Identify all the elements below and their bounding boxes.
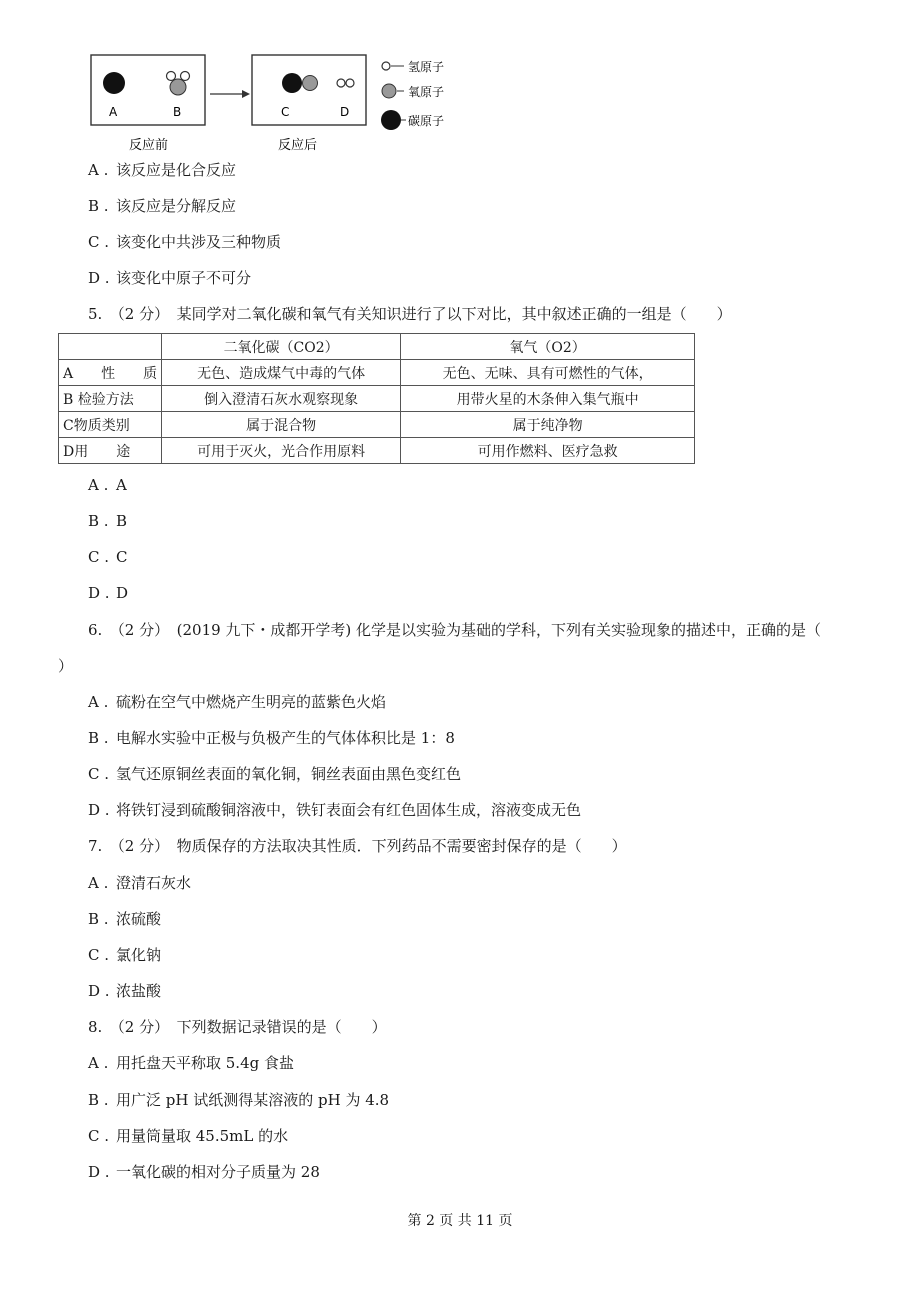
carbon-atom-a [103,72,125,94]
q5-option-d[interactable]: D . D [88,584,129,602]
table-cell: 用带火星的木条伸入集气瓶中 [401,386,695,412]
q5-stem: 5. （2 分） 某同学对二氧化碳和氧气有关知识进行了以下对比，其中叙述正确的一组是（ ） [88,305,732,323]
table-cell: 无色、造成煤气中毒的气体 [162,360,401,386]
table-row [59,360,695,386]
q6-stem-line1: 6. （2 分） (2019 九下・成都开学考) 化学是以实验为基础的学科，下列有关实验现象的描述中，正确的是（ [88,621,822,639]
legend-oxygen-icon [382,84,396,98]
q8-option-a[interactable]: A . 用托盘天平称取 5.4g 食盐 [88,1054,294,1072]
label-b: B [173,105,182,119]
q7-option-c[interactable]: C . 氯化钠 [88,946,162,964]
q7-option-d[interactable]: D . 浓盐酸 [88,982,162,1000]
hydrogen-atom [346,79,354,87]
table-cell: 无色、无味、具有可燃性的气体， [401,360,695,386]
q8-option-d[interactable]: D . 一氧化碳的相对分子质量为 28 [88,1163,320,1181]
table-header-o2: 氧气（O2） [401,334,695,360]
q5-option-c[interactable]: C . C [88,548,128,566]
table-row [59,412,695,438]
caption-after: 反应后 [278,138,318,153]
table-cell: D用 途 [59,438,162,464]
table-header-row [59,334,695,360]
q4-option-d[interactable]: D . 该变化中原子不可分 [88,269,252,287]
label-d: D [340,105,350,119]
table-row [59,386,695,412]
comparison-table [58,333,695,464]
legend-carbon-icon [381,110,401,130]
q5-option-a[interactable]: A . A [88,476,127,494]
table-row [59,438,695,464]
hydrogen-atom [181,72,190,81]
table-header-co2: 二氧化碳（CO2） [162,334,401,360]
hydrogen-atom [337,79,345,87]
table-cell: 属于纯净物 [401,412,695,438]
q7-stem: 7. （2 分） 物质保存的方法取决其性质．下列药品不需要密封保存的是（ ） [88,837,627,855]
oxygen-atom-b [170,79,186,95]
reaction-diagram [86,50,486,158]
table-cell [59,334,162,360]
oxygen-atom-c [303,76,318,91]
q8-stem: 8. （2 分） 下列数据记录错误的是（ ） [88,1018,387,1036]
q8-option-c[interactable]: C . 用量筒量取 45.5mL 的水 [88,1127,289,1145]
legend-hydrogen-icon [382,62,390,70]
legend-oxygen: 氧原子 [408,85,445,99]
table-cell: B 检验方法 [59,386,162,412]
legend-hydrogen: 氢原子 [408,60,445,74]
q4-option-a[interactable]: A . 该反应是化合反应 [88,161,237,179]
table-cell: A 性 质 [59,360,162,386]
q6-option-b[interactable]: B . 电解水实验中正极与负极产生的气体体积比是 1：8 [88,729,455,747]
q6-option-a[interactable]: A . 硫粉在空气中燃烧产生明亮的蓝紫色火焰 [88,693,387,711]
q8-option-b[interactable]: B . 用广泛 pH 试纸测得某溶液的 pH 为 4.8 [88,1091,390,1109]
label-a: A [109,105,118,119]
q6-option-d[interactable]: D . 将铁钉浸到硫酸铜溶液中，铁钉表面会有红色固体生成，溶液变成无色 [88,801,582,819]
q4-option-b[interactable]: B . 该反应是分解反应 [88,197,237,215]
q6-option-c[interactable]: C . 氢气还原铜丝表面的氧化铜，铜丝表面由黑色变红色 [88,765,462,783]
table-cell: 可用作燃料、医疗急救 [401,438,695,464]
q4-option-c[interactable]: C . 该变化中共涉及三种物质 [88,233,282,251]
hydrogen-atom [167,72,176,81]
table-cell: 可用于灭火，光合作用原料 [162,438,401,464]
q5-option-b[interactable]: B . B [88,512,128,530]
q7-option-b[interactable]: B . 浓硫酸 [88,910,162,928]
arrow-head [242,90,250,98]
caption-before: 反应前 [129,138,169,153]
carbon-atom-c [282,73,302,93]
label-c: C [281,105,290,119]
q7-option-a[interactable]: A . 澄清石灰水 [88,874,192,892]
legend-carbon: 碳原子 [408,114,445,128]
table-cell: 倒入澄清石灰水观察现象 [162,386,401,412]
q6-stem-line2: ） [58,657,74,675]
page-footer: 第 2 页 共 11 页 [407,1213,513,1229]
table-cell: 属于混合物 [162,412,401,438]
table-cell: C物质类别 [59,412,162,438]
